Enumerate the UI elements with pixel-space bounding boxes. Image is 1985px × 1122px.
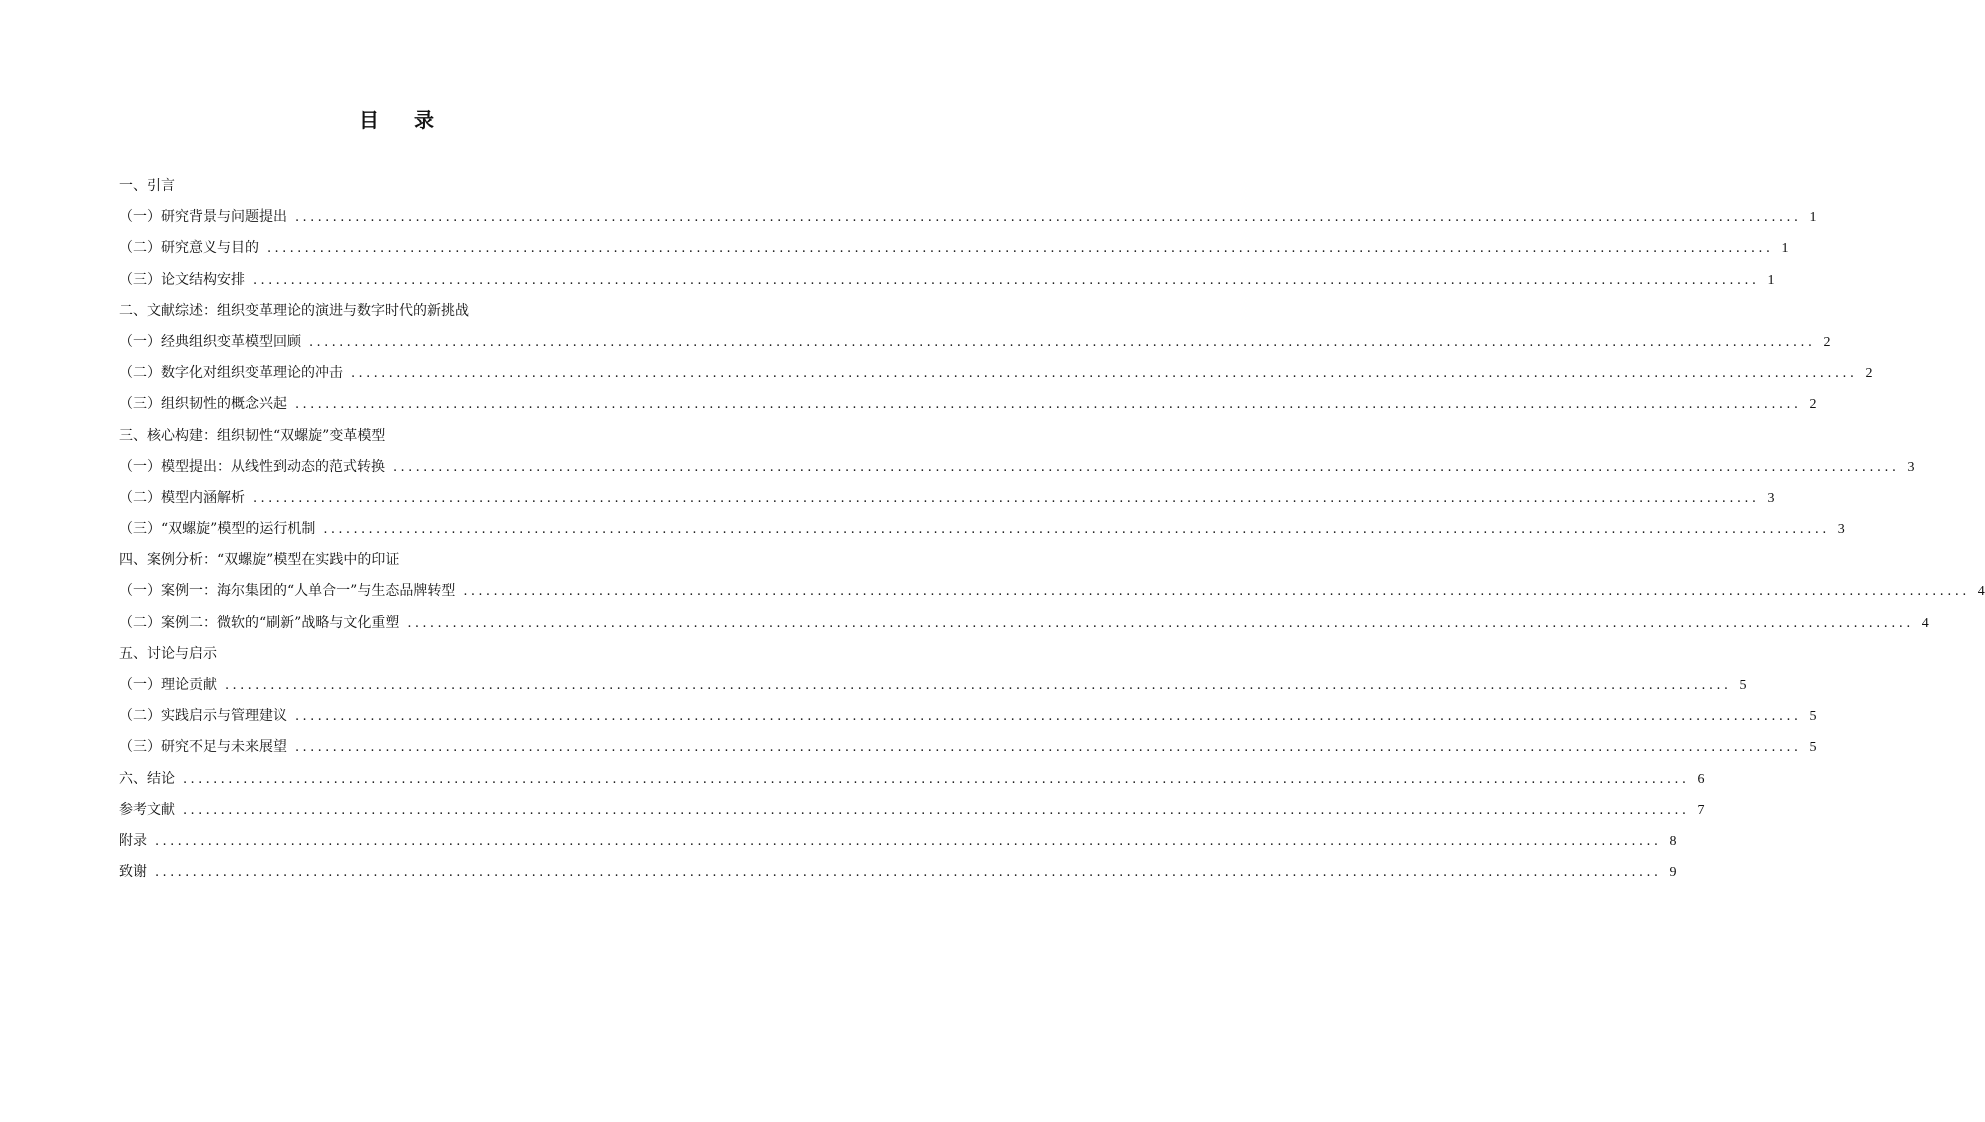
toc-entry-page-number: 1 (1809, 210, 1817, 226)
toc-entry-label: （三）组织韧性的概念兴起 (119, 396, 287, 413)
toc-entry-label: 致谢 (119, 864, 147, 881)
toc-entry[interactable] (119, 701, 1817, 732)
toc-entry[interactable] (119, 202, 1817, 233)
toc-entry[interactable] (119, 670, 1747, 701)
toc-entry[interactable] (119, 358, 1873, 389)
toc-entry-page-number: 7 (1697, 802, 1705, 818)
dot-leader: ........................................................................................................................................................................................................ (351, 366, 1858, 382)
toc-entry-page-number: 6 (1697, 771, 1705, 787)
dot-leader: ........................................................................................................................................................................................................ (155, 865, 1662, 881)
toc-entry[interactable] (119, 826, 1677, 857)
toc-entry[interactable] (119, 576, 1985, 607)
dot-leader: ........................................................................................................................................................................................................ (295, 740, 1802, 756)
toc-entry-page-number: 4 (1977, 584, 1985, 600)
toc-entry-label: 参考文献 (119, 801, 175, 818)
toc-entry-page-number: 3 (1907, 459, 1915, 475)
dot-leader: ........................................................................................................................................................................................................ (183, 802, 1690, 818)
toc-entry-page-number: 5 (1809, 709, 1817, 725)
toc-entry-label: （二）数字化对组织变革理论的冲击 (119, 365, 343, 382)
toc-entry[interactable] (119, 608, 1929, 639)
toc-entry-label: （一）经典组织变革模型回顾 (119, 333, 301, 350)
toc-entry-label: （三）“双螺旋”模型的运行机制 (119, 521, 316, 538)
dot-leader: ........................................................................................................................................................................................................ (155, 833, 1662, 849)
toc-entry-label: （一）案例一：海尔集团的“人单合一”与生态品牌转型 (119, 583, 456, 600)
dot-leader: ........................................................................................................................................................................................................ (225, 678, 1732, 693)
toc-entry[interactable] (119, 514, 1845, 545)
toc-entry[interactable] (119, 171, 632, 202)
toc-title: 目 录 (359, 108, 448, 132)
toc-entry-page-number: 3 (1767, 490, 1775, 506)
toc-entry[interactable] (119, 639, 632, 670)
toc-entry-page-number: 4 (1921, 615, 1929, 631)
toc-entry-label: （二）研究意义与目的 (119, 240, 259, 257)
toc-entry-page-number: 1 (1767, 272, 1775, 288)
dot-leader: ........................................................................................................................................................................................................ (253, 272, 1760, 288)
toc-entry-label: 一、引言 (119, 178, 175, 194)
toc-entry-page-number: 2 (1823, 334, 1831, 350)
toc-entry-label: （二）模型内涵解析 (119, 489, 245, 506)
toc-entry[interactable] (119, 764, 1705, 795)
dot-leader: ........................................................................................................................................................................................................ (323, 522, 1830, 538)
toc-entry[interactable] (119, 545, 632, 576)
dot-leader: ........................................................................................................................................................................................................ (183, 771, 1690, 787)
toc-entry-page-number: 9 (1669, 865, 1677, 881)
toc-entry-label: （一）理论贡献 (119, 677, 217, 693)
toc-entry-label: 三、核心构建：组织韧性“双螺旋”变革模型 (119, 427, 386, 444)
dot-leader: ........................................................................................................................................................................................................ (463, 584, 1970, 600)
toc-entry[interactable] (119, 389, 1817, 420)
table-of-contents (119, 171, 1985, 888)
toc-entry-page-number: 1 (1781, 241, 1789, 257)
toc-entry-label: （二）案例二：微软的“刷新”战略与文化重塑 (119, 614, 400, 631)
toc-entry-label: （一）模型提出：从线性到动态的范式转换 (119, 458, 385, 475)
dot-leader: ........................................................................................................................................................................................................ (309, 334, 1816, 350)
toc-entry[interactable] (119, 795, 1705, 826)
dot-leader: ........................................................................................................................................................................................................ (393, 459, 1900, 475)
toc-entry-label: 六、结论 (119, 770, 175, 787)
toc-entry-page-number: 3 (1837, 522, 1845, 538)
toc-entry[interactable] (119, 421, 632, 452)
toc-entry[interactable] (119, 327, 1831, 358)
toc-entry-label: 二、文献综述：组织变革理论的演进与数字时代的新挑战 (119, 302, 469, 319)
toc-entry-page-number: 5 (1739, 678, 1747, 693)
toc-entry-page-number: 2 (1865, 366, 1873, 382)
toc-entry-page-number: 5 (1809, 740, 1817, 756)
dot-leader: ........................................................................................................................................................................................................ (295, 397, 1802, 413)
toc-entry[interactable] (119, 296, 632, 327)
toc-entry[interactable] (119, 857, 1677, 888)
toc-entry-label: （一）研究背景与问题提出 (119, 209, 287, 226)
dot-leader: ........................................................................................................................................................................................................ (295, 210, 1802, 226)
dot-leader: ........................................................................................................................................................................................................ (407, 615, 1914, 631)
toc-entry-label: （三）研究不足与未来展望 (119, 739, 287, 756)
toc-entry[interactable] (119, 265, 1775, 296)
toc-entry-label: （三）论文结构安排 (119, 271, 245, 288)
toc-entry-label: 附录 (119, 832, 147, 849)
toc-entry-label: 五、讨论与启示 (119, 645, 217, 662)
dot-leader: ........................................................................................................................................................................................................ (295, 709, 1802, 725)
toc-entry-label: 四、案例分析：“双螺旋”模型在实践中的印证 (119, 552, 400, 569)
dot-leader: ........................................................................................................................................................................................................ (253, 490, 1760, 506)
toc-entry[interactable] (119, 732, 1817, 763)
toc-entry[interactable] (119, 452, 1915, 483)
dot-leader: ........................................................................................................................................................................................................ (267, 241, 1774, 257)
toc-entry-page-number: 2 (1809, 397, 1817, 413)
toc-entry[interactable] (119, 483, 1775, 514)
toc-entry[interactable] (119, 233, 1789, 264)
toc-entry-page-number: 8 (1669, 833, 1677, 849)
toc-entry-label: （二）实践启示与管理建议 (119, 708, 287, 725)
